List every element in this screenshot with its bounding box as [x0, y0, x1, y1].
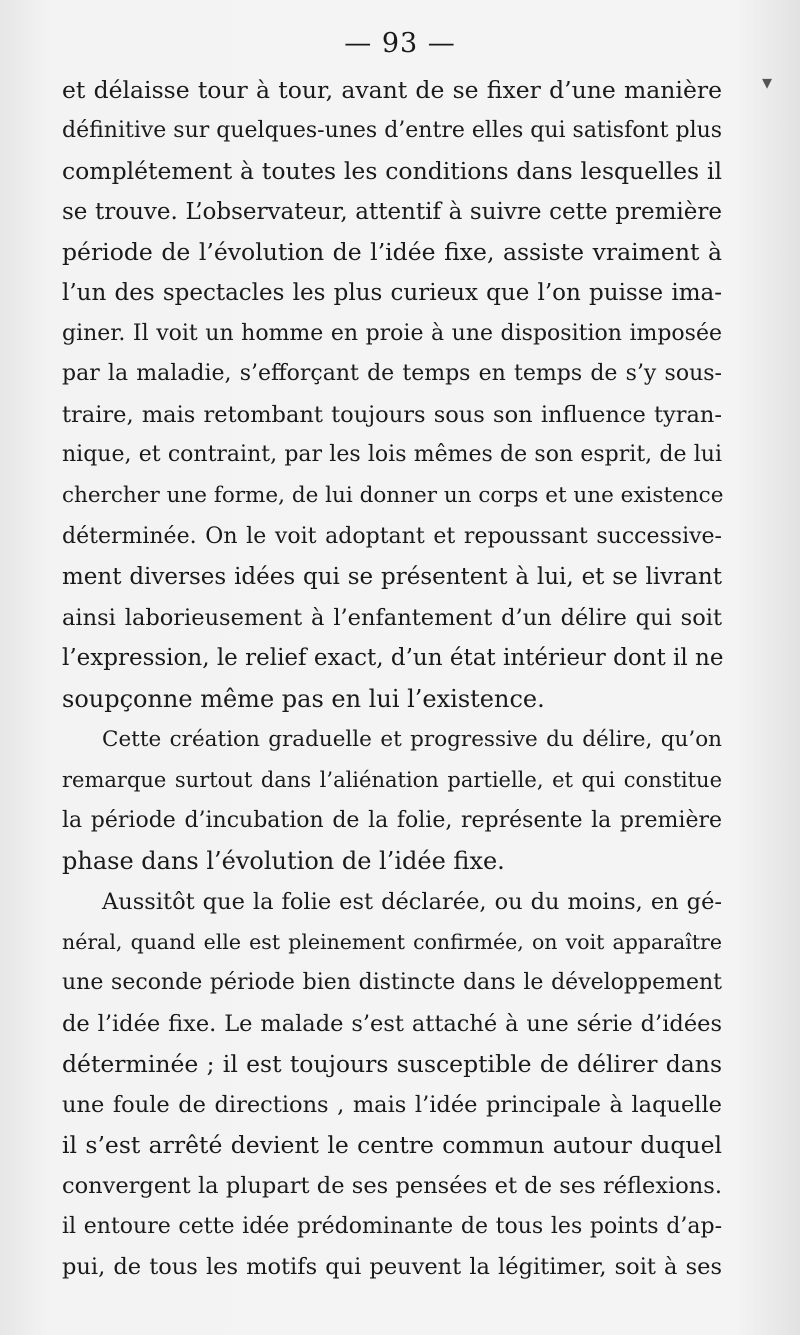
- text-line: ment diverses idées qui se présentent à lui, et se livrant: [62, 564, 722, 591]
- text-line: période de l’évolution de l’idée fixe, assiste vraiment à: [62, 238, 722, 267]
- text-line: par la maladie, s’efforçant de temps en temps de s’y sous-: [62, 361, 722, 387]
- text-line: pui, de tous les motifs qui peuvent la légitimer, soit à ses: [62, 1254, 722, 1281]
- text-line: définitive sur quelques-unes d’entre elles qui satisfont plus: [62, 117, 723, 143]
- text-line: chercher une forme, de lui donner un corps et une existence: [62, 482, 724, 508]
- text-line: traire, mais retombant toujours sous son influence tyran-: [62, 401, 722, 428]
- text-line: se trouve. L’observateur, attentif à suivre cette première: [62, 198, 722, 225]
- text-line: l’un des spectacles les plus curieux que l’on puisse ima-: [62, 279, 722, 306]
- text-line: et délaisse tour à tour, avant de se fixer d’une manière: [62, 76, 722, 104]
- text-line: il s’est arrêté devient le centre commun autour duquel: [62, 1131, 722, 1160]
- text-line: déterminée ; il est toujours susceptible de délirer dans: [62, 1050, 722, 1079]
- text-line: Aussitôt que la folie est déclarée, ou du moins, en gé-: [102, 888, 722, 915]
- paragraph-3: [62, 882, 722, 1288]
- text-line: il entoure cette idée prédominante de tous les points d’ap-: [62, 1213, 722, 1239]
- text-line: de l’idée fixe. Le malade s’est attaché à une série d’idées: [62, 1010, 722, 1037]
- text-line: déterminée. On le voit adoptant et repoussant successive-: [62, 523, 722, 549]
- text-line: néral, quand elle est pleinement confirmée, on voit apparaître: [62, 930, 722, 955]
- page-number: — 93 —: [344, 28, 456, 59]
- text-line: ainsi laborieusement à l’enfantement d’un délire qui soit: [62, 604, 722, 631]
- text-line: convergent la plupart de ses pensées et de ses réflexions.: [62, 1173, 722, 1200]
- text-line: giner. Il voit un homme en proie à une disposition imposée: [62, 320, 722, 346]
- text-line: remarque surtout dans l’aliénation partielle, et qui constitue: [62, 768, 722, 793]
- text-line: nique, et contraint, par les lois mêmes de son esprit, de lui: [62, 442, 722, 468]
- text-line: complétement à toutes les conditions dans lesquelles il: [62, 157, 722, 186]
- text-line: une seconde période bien distincte dans le développement: [62, 970, 722, 996]
- paragraph-2: [62, 720, 722, 882]
- text-line: la période d’incubation de la folie, représente la première: [62, 807, 722, 833]
- text-line: Cette création graduelle et progressive du délire, qu’on: [102, 726, 722, 752]
- paragraph-1: [62, 70, 722, 720]
- margin-mark: ▾: [762, 70, 773, 94]
- text-line: phase dans l’évolution de l’idée fixe.: [62, 847, 505, 876]
- text-line: soupçonne même pas en lui l’existence.: [62, 684, 545, 713]
- text-line: une foule de directions , mais l’idée principale à laquelle: [62, 1091, 722, 1118]
- body-text: [62, 70, 722, 1288]
- text-line: l’expression, le relief exact, d’un état intérieur dont il ne: [62, 645, 724, 672]
